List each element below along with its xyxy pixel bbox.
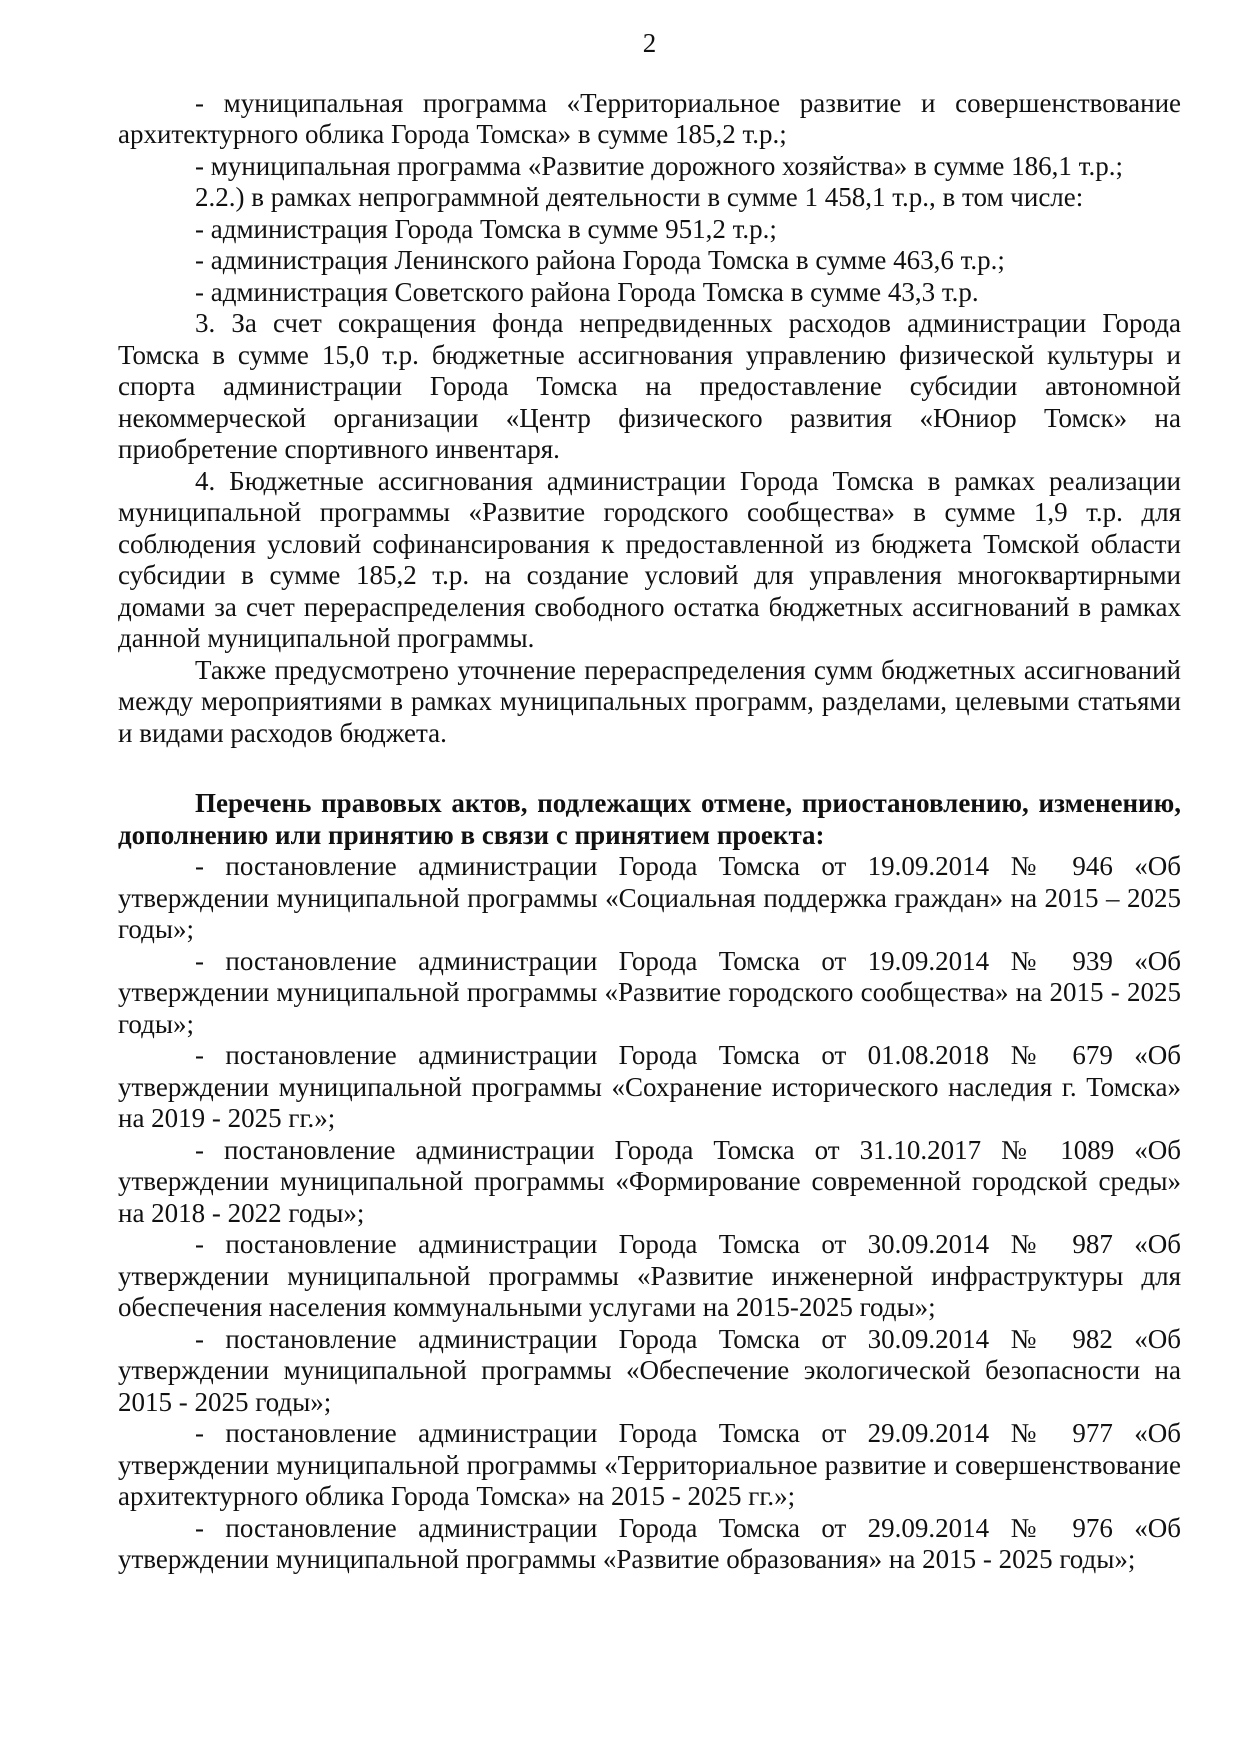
paragraph: - муниципальная программа «Территориальное развитие и совершенствование архитектурного облика Города Томска» в сумме 185,2 т.р.; <box>118 87 1181 149</box>
section-heading: Перечень правовых актов, подлежащих отмене, приостановлению, изменению, дополнению или принятию в связи с принятием проекта: <box>118 788 1181 850</box>
paragraph: 4. Бюджетные ассигнования администрации Города Томска в рамках реализации муниципальной программы «Развитие городского сообщества» в сумме 1,9 т.р. для соблюдения условий софинансирования к предоставленной из бюджета Томской области субсидии в сумме 185,2 т.р. на создание условий для управления многоквартирными домами за счет перераспределения свободного остатка бюджетных ассигнований в рамках данной муниципальной программы. <box>118 465 1181 653</box>
paragraph: - администрация Советского района Города Томска в сумме 43,3 т.р. <box>195 276 979 307</box>
list-item: - постановление администрации Города Томска от 19.09.2014 № 946 «Об утверждении муниципальной программы «Социальная поддержка граждан» на 2015 – 2025 годы»; <box>118 851 1181 944</box>
page-number: 2 <box>642 28 657 58</box>
list-item: - постановление администрации Города Томска от 30.09.2014 № 982 «Об утверждении муниципальной программы «Обеспечение экологической безопасности на 2015 - 2025 годы»; <box>118 1323 1181 1417</box>
list-item: - постановление администрации Города Томска от 30.09.2014 № 987 «Об утверждении муниципальной программы «Развитие инженерной инфраструктуры для обеспечения населения коммунальными услугами на 2015-2025 годы»; <box>118 1229 1181 1322</box>
body-text <box>118 88 1181 750</box>
list-item: - постановление администрации Города Томска от 29.09.2014 № 976 «Об утверждении муниципальной программы «Развитие образования» на 2015 - 2025 годы»; <box>118 1512 1181 1574</box>
paragraph: 3. За счет сокращения фонда непредвиденных расходов администрации Города Томска в сумме 15,0 т.р. бюджетные ассигнования управлению физической культуры и спорта администрации Города Томска на предоставление субсидии автономной некоммерческой организации «Центр физического развития «Юниор Томск» на приобретение спортивного инвентаря. <box>118 308 1181 464</box>
legal-acts-list <box>118 851 1181 1576</box>
paragraph: Также предусмотрено уточнение перераспределения сумм бюджетных ассигнований между мероприятиями в рамках муниципальных программ, разделами, целевыми статьями и видами расходов бюджета. <box>118 654 1181 748</box>
paragraph: 2.2.) в рамках непрограммной деятельности в сумме 1 458,1 т.р., в том числе: <box>195 182 1084 212</box>
paragraph: - администрация Ленинского района Города Томска в сумме 463,6 т.р.; <box>195 245 1005 275</box>
paragraph: - администрация Города Томска в сумме 951,2 т.р.; <box>195 213 777 244</box>
list-item: - постановление администрации Города Томска от 31.10.2017 № 1089 «Об утверждении муниципальной программы «Формирование современной городской среды» на 2018 - 2022 годы»; <box>118 1134 1181 1228</box>
list-item: - постановление администрации Города Томска от 01.08.2018 № 679 «Об утверждении муниципальной программы «Сохранение исторического наследия г. Томска» на 2019 - 2025 гг.»; <box>118 1040 1181 1133</box>
list-item: - постановление администрации Города Томска от 29.09.2014 № 977 «Об утверждении муниципальной программы «Территориальное развитие и совершенствование архитектурного облика Города Томска» на 2015 - 2025 гг.»; <box>118 1418 1181 1511</box>
list-item: - постановление администрации Города Томска от 19.09.2014 № 939 «Об утверждении муниципальной программы «Развитие городского сообщества» на 2015 - 2025 годы»; <box>118 945 1181 1039</box>
paragraph: - муниципальная программа «Развитие дорожного хозяйства» в сумме 186,1 т.р.; <box>195 150 1123 181</box>
